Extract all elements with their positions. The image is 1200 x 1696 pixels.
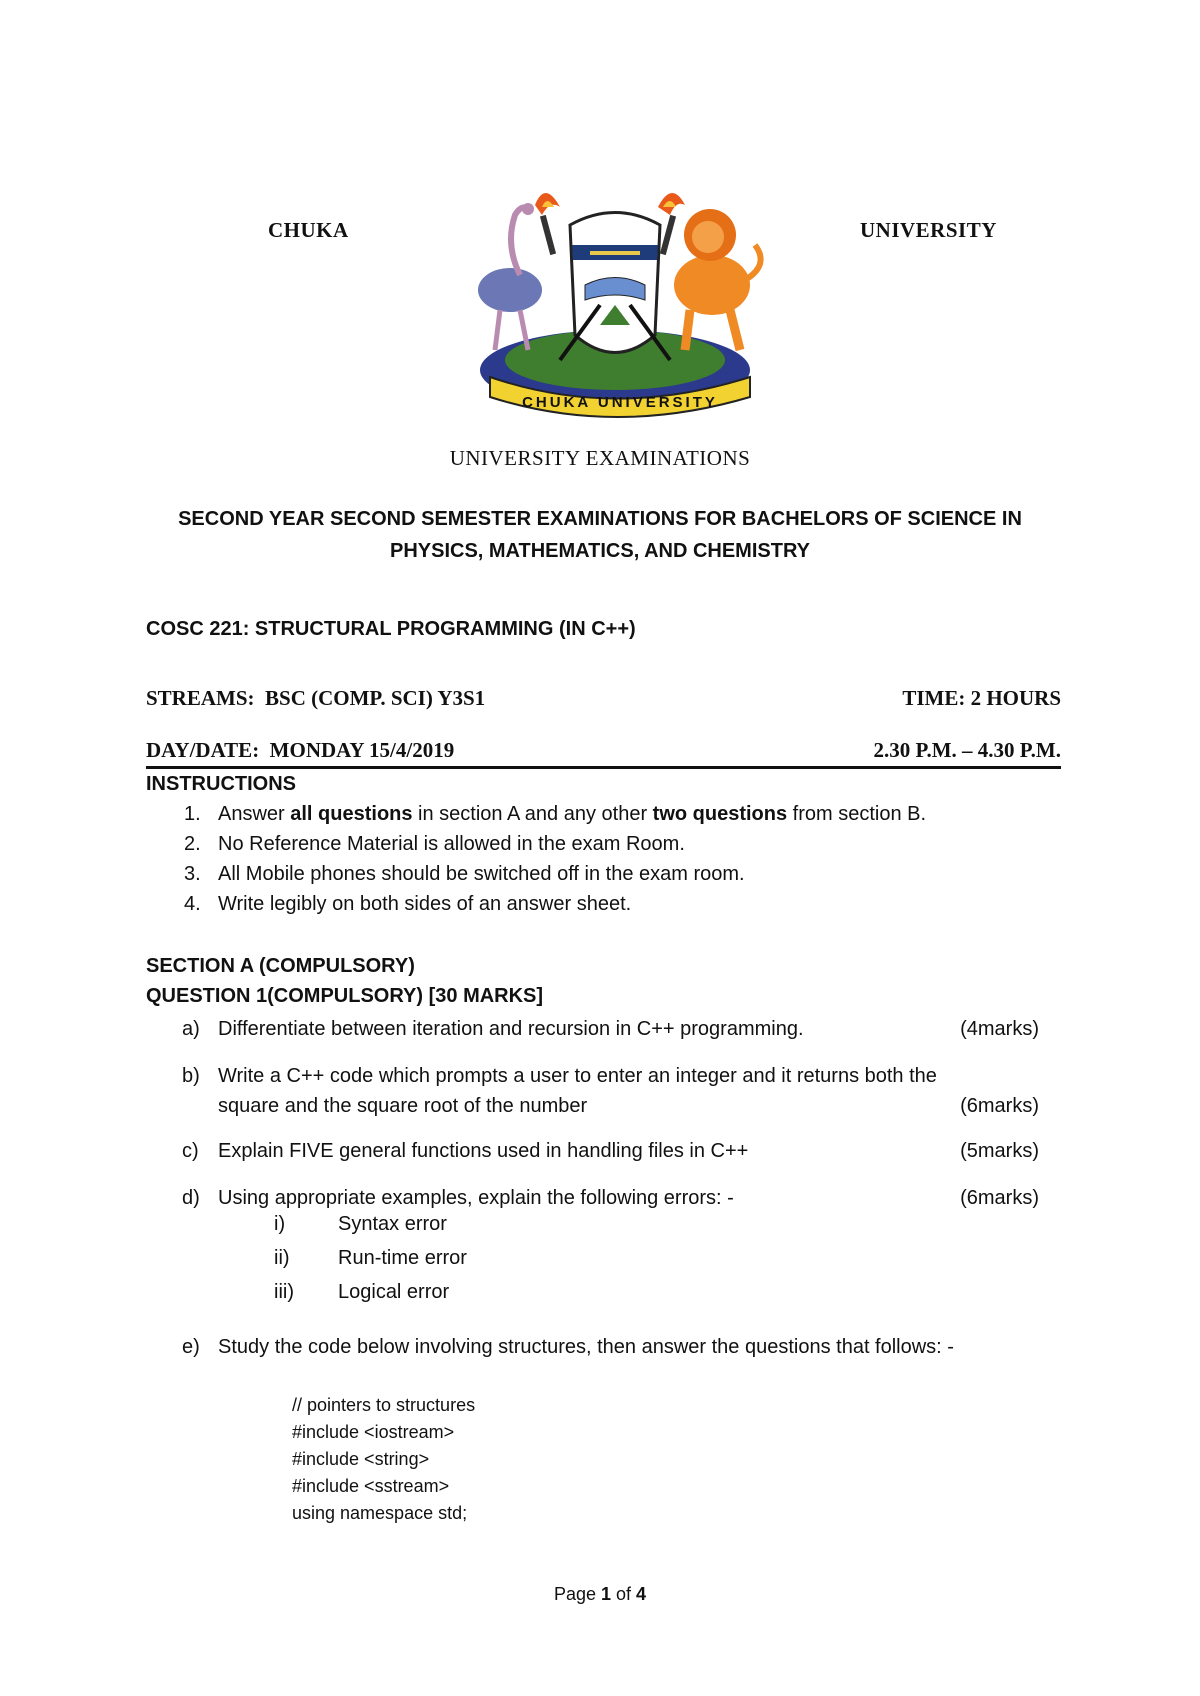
day-date: DAY/DATE: MONDAY 15/4/2019 [146,738,455,762]
page-number: 1 [601,1584,612,1604]
course-title: COSC 221: STRUCTURAL PROGRAMMING (IN C++) [146,618,636,640]
sub-item-number: ii) [274,1247,290,1269]
code-line: #include <sstream> [292,1476,450,1496]
programme-line-2: PHYSICS, MATHEMATICS, AND CHEMISTRY [389,540,810,562]
part-marks: (4marks) [960,1018,1039,1040]
part-marks: (6marks) [960,1187,1039,1209]
part-marks: (5marks) [960,1140,1039,1162]
page-footer [0,1584,1200,1605]
instructions-heading: INSTRUCTIONS [146,773,296,795]
instruction-text: No Reference Material is allowed in the exam Room. [218,833,685,855]
streams-row [146,686,1061,711]
page-total: 4 [636,1584,647,1604]
header-left-word: CHUKA [268,218,349,242]
sub-item-text: Run-time error [338,1247,467,1269]
date-row [146,738,1061,763]
instruction-item [146,863,745,886]
part-label: c) [182,1140,199,1162]
instruction-number: 2. [184,833,201,855]
sub-item-text: Logical error [338,1281,450,1303]
instruction-bold: two questions [652,803,788,825]
part-text: Study the code below involving structures, then answer the questions that follows: - [218,1336,954,1358]
code-line: #include <iostream> [292,1422,455,1442]
part-text: Using appropriate examples, explain the following errors: - [218,1187,734,1209]
instruction-item [146,803,926,826]
instruction-number: 3. [184,863,201,885]
part-label: b) [182,1065,200,1087]
section-a-heading: SECTION A (COMPULSORY) [146,955,415,977]
code-line: #include <string> [292,1449,430,1469]
logo-banner-text: CHUKA UNIVERSITY [522,394,718,411]
instruction-number: 1. [184,803,201,825]
instruction-text: Write legibly on both sides of an answer sheet. [218,893,632,915]
instruction-text: in section A and any other [412,803,653,825]
instruction-text: All Mobile phones should be switched off in the exam room. [218,863,745,885]
instruction-text: Answer [218,803,291,825]
divider-rule [146,766,1061,769]
programme-title [0,503,1200,567]
footer-text: Page [553,1584,601,1604]
question-1-heading: QUESTION 1(COMPULSORY) [30 MARKS] [146,985,544,1007]
part-label: e) [182,1336,200,1358]
exam-hours: 2.30 P.M. – 4.30 P.M. [873,738,1061,762]
part-text-line-1: Write a C++ code which prompts a user to enter an integer and it returns both the [218,1065,937,1087]
sub-item-text: Syntax error [338,1213,447,1235]
sub-item-number: i) [274,1213,286,1235]
code-line: using namespace std; [292,1503,468,1523]
header-right-word: UNIVERSITY [860,218,997,242]
instruction-bold: all questions [290,803,413,825]
part-label: a) [182,1018,200,1040]
sub-item-number: iii) [274,1281,294,1303]
part-label: d) [182,1187,200,1209]
streams: STREAMS: BSC (COMP. SCI) Y3S1 [146,686,486,710]
instruction-item [146,833,685,856]
part-text-line-2: square and the square root of the number [218,1095,588,1117]
university-logo [450,185,780,430]
instruction-item [146,893,631,916]
programme-line-1: SECOND YEAR SECOND SEMESTER EXAMINATIONS FOR BACHELORS OF SCIENCE IN [178,508,1022,530]
part-marks: (6marks) [960,1095,1039,1117]
footer-text: of [611,1584,637,1604]
exam-time: TIME: 2 HOURS [902,686,1061,710]
instruction-number: 4. [184,893,201,915]
part-text: Differentiate between iteration and recursion in C++ programming. [218,1018,804,1040]
instruction-text: from section B. [787,803,927,825]
code-line: // pointers to structures [292,1395,476,1415]
exam-title: UNIVERSITY EXAMINATIONS [449,446,751,470]
part-text: Explain FIVE general functions used in handling files in C++ [218,1140,749,1162]
